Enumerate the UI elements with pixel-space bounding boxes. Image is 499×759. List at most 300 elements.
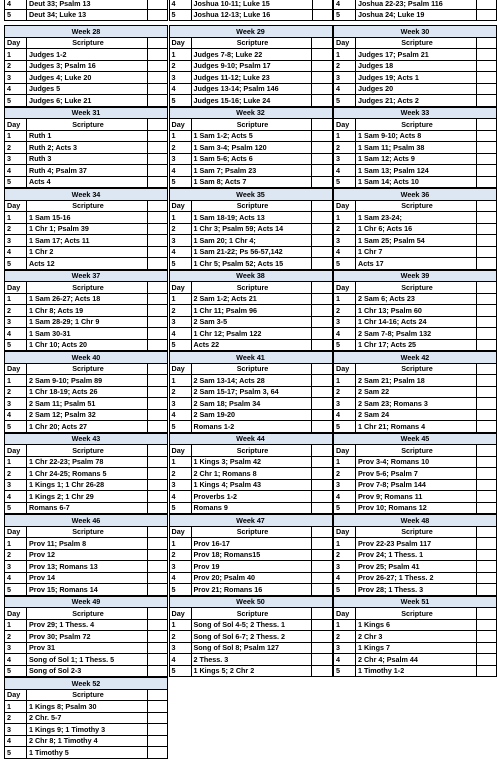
day-number: 5 [5,665,27,677]
day-number: 5 [5,584,27,596]
header-row [334,200,497,212]
check-cell [312,223,332,235]
table-row [5,293,168,305]
table-row [5,409,168,421]
table-row [169,305,332,317]
check-cell [476,316,496,328]
week-31-block [4,107,168,189]
header-row [169,200,332,212]
week-table [169,433,333,515]
check-cell [476,212,496,224]
check-cell [476,153,496,165]
check-header [476,608,496,620]
scripture-reading: 1 Sam 13; Psalm 124 [356,165,477,177]
week-title: Week 29 [169,26,332,38]
scripture-reading: Prov 31 [27,642,148,654]
scripture-header: Scripture [191,363,312,375]
day-number: 4 [334,246,356,258]
check-header [476,282,496,294]
day-header: Day [5,282,27,294]
check-cell [476,223,496,235]
scripture-reading: 1 Chr 12; Psalm 122 [191,328,312,340]
header-row [5,363,168,375]
scripture-reading: 1 Kings 7 [356,642,477,654]
day-number: 2 [334,468,356,480]
check-header [147,282,167,294]
table-row [5,95,168,107]
week-row [4,107,497,189]
table-row [334,421,497,433]
scripture-reading: 2 Chr. 5-7 [27,712,148,724]
check-cell [147,142,167,154]
check-cell [476,491,496,503]
day-number: 3 [169,398,191,410]
week-28-block [4,25,168,107]
scripture-reading: Prov 25; Psalm 41 [356,561,477,573]
scripture-reading: Ruth 1 [27,130,148,142]
check-header [312,282,332,294]
week-table [333,433,497,515]
week-title-row [334,270,497,282]
week-title-row [169,596,332,608]
scripture-header: Scripture [27,689,148,701]
table-row [334,49,497,61]
table-row [169,293,332,305]
week-title: Week 34 [5,189,168,201]
day-number: 1 [5,375,27,387]
day-number: 1 [5,619,27,631]
week-table [4,351,168,433]
week-title-row [334,433,497,445]
scripture-header: Scripture [356,526,477,538]
check-header [147,200,167,212]
check-cell [148,0,168,9]
table-row [334,95,497,107]
week-title-row [334,515,497,527]
check-cell [476,665,496,677]
check-cell [147,456,167,468]
week-table [333,25,497,107]
table-row [5,328,168,340]
scripture-reading: Prov 21; Romans 16 [191,584,312,596]
week-34-block [4,188,168,270]
check-cell [312,60,332,72]
day-number: 1 [169,456,191,468]
scripture-reading: Judges 6; Luke 21 [27,95,148,107]
check-header [312,445,332,457]
week-title: Week 41 [169,352,332,364]
table-row [334,538,497,550]
scripture-header: Scripture [356,119,477,131]
check-cell [312,339,332,351]
table-row [334,246,497,258]
table-row [5,9,168,21]
check-cell [147,328,167,340]
day-number: 4 [5,572,27,584]
table-row [169,375,332,387]
scripture-reading: Prov 3-4; Romans 10 [356,456,477,468]
day-header: Day [5,200,27,212]
scripture-reading: Prov 10; Romans 12 [356,502,477,514]
day-number: 1 [334,619,356,631]
scripture-reading: Prov 12 [27,549,148,561]
scripture-reading: 1 Kings 1; 1 Chr 26-28 [27,479,148,491]
table-row [169,398,332,410]
scripture-reading: Prov 26-27; 1 Thess. 2 [356,572,477,584]
scripture-reading: 2 Chr 1; Romans 8 [191,468,312,480]
day-number: 3 [169,72,191,84]
check-cell [312,409,332,421]
scripture-reading: 1 Sam 11; Psalm 38 [356,142,477,154]
check-cell [147,316,167,328]
day-number: 4 [169,572,191,584]
scripture-reading: 1 Chr 20; Acts 27 [27,421,148,433]
check-header [147,526,167,538]
check-header [312,119,332,131]
day-number: 3 [334,235,356,247]
table-row [334,305,497,317]
check-cell [147,153,167,165]
scripture-header: Scripture [27,282,148,294]
check-cell [312,95,332,107]
scripture-reading: 1 Chr 17; Acts 25 [356,339,477,351]
week-52-block [4,677,168,759]
day-number: 4 [5,246,27,258]
scripture-reading: 1 Sam 18-19; Acts 13 [191,212,312,224]
day-number: 5 [5,176,27,188]
fragment-table [4,0,168,21]
scripture-reading: 1 Chr 8; Acts 19 [27,305,148,317]
scripture-header: Scripture [191,608,312,620]
table-row [5,49,168,61]
day-header: Day [5,37,27,49]
week-title: Week 31 [5,107,168,119]
scripture-reading: 1 Chr 22-23; Psalm 78 [27,456,148,468]
day-number: 1 [169,130,191,142]
header-row [5,689,168,701]
fragment-block [333,0,497,21]
table-row [5,176,168,188]
table-row [334,258,497,270]
check-cell [312,153,332,165]
table-row [334,456,497,468]
table-row [5,712,168,724]
table-row [169,491,332,503]
week-41-block [169,351,333,433]
day-number: 2 [5,142,27,154]
day-number: 5 [5,502,27,514]
scripture-reading: Prov 30; Psalm 72 [27,631,148,643]
week-table [333,188,497,270]
check-cell [147,60,167,72]
table-row [5,60,168,72]
day-number: 3 [334,642,356,654]
day-number: 1 [169,293,191,305]
table-row [5,701,168,713]
day-header: Day [334,363,356,375]
table-row [5,375,168,387]
table-row [169,153,332,165]
table-row [5,223,168,235]
table-row [169,258,332,270]
check-cell [312,142,332,154]
week-table [4,25,168,107]
day-number: 4 [5,654,27,666]
check-cell [312,386,332,398]
day-number: 3 [5,561,27,573]
check-cell [147,468,167,480]
table-row [334,468,497,480]
check-header [476,363,496,375]
table-row [334,165,497,177]
check-cell [476,538,496,550]
check-cell [147,712,167,724]
check-cell [312,398,332,410]
day-number: 3 [5,642,27,654]
scripture-reading: Romans 9 [191,502,312,514]
day-header: Day [334,200,356,212]
day-number: 2 [169,631,191,643]
check-cell [147,72,167,84]
check-cell [147,235,167,247]
table-row [169,654,332,666]
week-table [169,188,333,270]
day-number: 2 [334,549,356,561]
day-number: 5 [334,421,356,433]
header-row [334,445,497,457]
day-header: Day [334,608,356,620]
table-row [169,212,332,224]
day-number: 5 [169,665,191,677]
scripture-header: Scripture [27,363,148,375]
week-47-block [169,514,333,596]
scripture-reading: 2 Sam 13-14; Acts 28 [191,375,312,387]
week-table [169,270,333,352]
week-table [333,270,497,352]
scripture-reading: Prov 24; 1 Thess. 1 [356,549,477,561]
table-row [169,386,332,398]
day-number: 4 [169,165,191,177]
week-title: Week 28 [5,26,168,38]
check-cell [147,305,167,317]
day-header: Day [5,608,27,620]
table-row [5,654,168,666]
week-title-row [334,26,497,38]
scripture-reading: 1 Kings 2; 1 Chr 29 [27,491,148,503]
scripture-reading: 1 Chr 10; Acts 20 [27,339,148,351]
check-cell [312,421,332,433]
week-title: Week 35 [169,189,332,201]
scripture-header: Scripture [356,363,477,375]
check-cell [476,258,496,270]
scripture-reading: Prov 20; Psalm 40 [191,572,312,584]
check-header [476,119,496,131]
day-number: 3 [334,398,356,410]
header-row [169,119,332,131]
scripture-reading: 2 Thess. 3 [191,654,312,666]
scripture-reading: 1 Kings 3; Psalm 42 [191,456,312,468]
week-title-row [5,26,168,38]
scripture-reading: 1 Timothy 1-2 [356,665,477,677]
check-cell [147,49,167,61]
check-cell [476,235,496,247]
day-number: 4 [334,328,356,340]
scripture-reading: 1 Sam 14; Acts 10 [356,176,477,188]
scripture-reading: 1 Sam 30-31 [27,328,148,340]
scripture-reading: 1 Kings 6 [356,619,477,631]
scripture-reading: 2 Sam 23; Romans 3 [356,398,477,410]
week-37-block [4,270,168,352]
table-row [5,142,168,154]
fragment-block [169,0,333,21]
table-row [334,153,497,165]
day-number: 5 [169,95,191,107]
check-cell [476,654,496,666]
table-row [5,724,168,736]
scripture-reading: 1 Chr 2 [27,246,148,258]
table-row [169,130,332,142]
scripture-reading: 1 Sam 7; Psalm 23 [191,165,312,177]
day-number: 1 [169,212,191,224]
table-row [169,421,332,433]
day-number: 4 [5,735,27,747]
check-cell [312,375,332,387]
scripture-reading: Ruth 3 [27,153,148,165]
table-row [334,212,497,224]
table-row [169,642,332,654]
check-cell [147,95,167,107]
table-row [5,665,168,677]
day-number: 2 [5,386,27,398]
day-number: 1 [334,212,356,224]
table-row [334,0,497,9]
scripture-reading: Judges 21; Acts 2 [356,95,477,107]
week-title: Week 32 [169,107,332,119]
week-row [4,514,497,596]
check-header [147,445,167,457]
table-row [169,235,332,247]
check-cell [476,293,496,305]
week-table [333,514,497,596]
scripture-header: Scripture [27,526,148,538]
day-header: Day [169,363,191,375]
day-number: 1 [334,130,356,142]
day-number: 3 [169,561,191,573]
check-cell [312,642,332,654]
day-number: 4 [334,0,356,9]
day-number: 5 [169,421,191,433]
table-row [5,130,168,142]
scripture-reading: Deut 33; Psalm 13 [27,0,148,9]
day-header: Day [5,445,27,457]
day-number: 5 [5,339,27,351]
scripture-reading: 1 Kings 5; 2 Chr 2 [191,665,312,677]
day-header: Day [334,282,356,294]
table-row [169,316,332,328]
check-cell [476,72,496,84]
table-row [5,549,168,561]
check-cell [312,316,332,328]
day-number: 1 [5,212,27,224]
scripture-header: Scripture [191,282,312,294]
check-cell [147,747,167,759]
day-header: Day [169,526,191,538]
day-number: 2 [5,60,27,72]
scripture-reading: 2 Sam 9-10; Psalm 89 [27,375,148,387]
week-row [4,188,497,270]
week-title: Week 48 [334,515,497,527]
header-row [5,608,168,620]
check-header [147,363,167,375]
day-number: 1 [5,293,27,305]
table-row [169,631,332,643]
scripture-reading: 1 Chr 24-25; Romans 5 [27,468,148,480]
check-cell [147,701,167,713]
table-row [5,456,168,468]
scripture-reading: Judges 5 [27,83,148,95]
scripture-reading: Prov 29; 1 Thess. 4 [27,619,148,631]
table-row [334,398,497,410]
scripture-reading: Song of Sol 4-5; 2 Thess. 1 [191,619,312,631]
day-number: 1 [5,49,27,61]
scripture-reading: Acts 17 [356,258,477,270]
scripture-reading: Judges 18 [356,60,477,72]
table-row [169,49,332,61]
table-row [169,549,332,561]
scripture-reading: 2 Sam 12; Psalm 32 [27,409,148,421]
scripture-header: Scripture [191,445,312,457]
scripture-reading: Song of Sol 8; Psalm 127 [191,642,312,654]
week-title-row [169,26,332,38]
scripture-reading: Romans 1-2 [191,421,312,433]
week-table [4,270,168,352]
check-cell [147,83,167,95]
check-cell [476,549,496,561]
week-40-block [4,351,168,433]
header-row [169,608,332,620]
check-cell [476,165,496,177]
table-row [334,665,497,677]
table-row [169,60,332,72]
header-row [5,445,168,457]
day-number: 5 [5,258,27,270]
scripture-reading: 1 Kings 4; Psalm 43 [191,479,312,491]
check-cell [312,305,332,317]
table-row [5,421,168,433]
scripture-reading: Acts 12 [27,258,148,270]
fragment-row [4,0,497,21]
check-cell [148,9,168,21]
day-number: 5 [5,9,27,21]
day-header: Day [5,526,27,538]
scripture-reading: Prov 9; Romans 11 [356,491,477,503]
day-number: 1 [334,375,356,387]
scripture-reading: 2 Sam 21; Psalm 18 [356,375,477,387]
table-row [169,665,332,677]
table-row [169,538,332,550]
scripture-reading: Prov 11; Psalm 8 [27,538,148,550]
scripture-header: Scripture [27,37,148,49]
day-number: 1 [334,456,356,468]
check-cell [312,538,332,550]
scripture-reading: 1 Chr 6; Acts 16 [356,223,477,235]
check-cell [476,246,496,258]
table-row [5,398,168,410]
header-row [5,282,168,294]
check-cell [147,386,167,398]
scripture-reading: 1 Sam 17; Acts 11 [27,235,148,247]
check-cell [147,561,167,573]
